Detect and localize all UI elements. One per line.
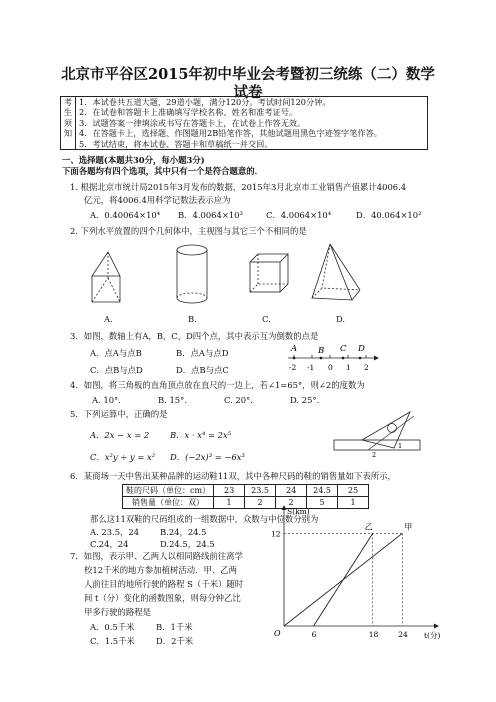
q2-label-d: D. [336,314,346,324]
table-header-cell: 鞋的尺码（单位：cm） [123,485,214,497]
q7-stem-line: 校12千米的地方参加植树活动．甲、乙两 [84,565,238,575]
q7-option-d: D．2千米 [156,636,194,646]
section-heading: 一、选择题(本题共30分，每小题3分) [62,155,205,165]
notes-header-char: 生 [63,107,73,118]
q7-stem-line: 人前往目的地所行驶的路程 S（千米）随时 [84,579,244,589]
table-row [123,485,369,497]
solid-cube-c [250,254,288,292]
table-cell: 25 [338,485,369,497]
q3-number-line [282,340,382,376]
arrow-up-icon [282,505,287,510]
x-axis-label: t(分) [424,631,441,640]
q7-distance-time-graph [266,500,442,646]
notes-item: 3．试题答案一律填涂或书写在答题卡上，在试卷上作答无效。 [79,117,306,128]
y-axis-label: S(km) [287,507,310,516]
q5-option-c: C．x²y ÷ y = x² [90,452,156,462]
table-cell: 2 [276,497,307,509]
q6-option-b: B.24，24.5 [160,527,207,537]
q6-stem-line1: 6．某商场一天中售出某种品牌的运动鞋11双，其中各种尺码的鞋的销售量如下表所示， [70,471,396,481]
q1-stem-line1: 1. 根据北京市统计局2015年3月发布的数据，2015年3月北京市工业销售产值累计4006.4 [70,182,407,192]
q4-option-a: A. 10°. [92,395,121,405]
point-label: C [340,344,347,354]
q1-option-b: B．4.0064×10³ [178,210,243,220]
notes-item: 4．在答题卡上，选择题、作图题用2B铅笔作答，其他试题用黑色字迹签字笔作答。 [79,128,382,139]
tick-label: 0 [328,363,333,372]
q6-stem-line2: 那么这11双鞋的尺码组成的一组数据中，众数与中位数分别为 [90,514,319,524]
q7-option-b: B．1千米 [156,622,193,632]
q4-option-c: C. 20°. [224,395,253,405]
series-label-jia: 甲 [404,522,413,532]
angle-label: 1 [398,442,403,450]
exam-notes-table [60,96,428,150]
q5-option-d: D．(−2x)³ = −6x³ [170,452,245,462]
point-d-dot [359,357,362,360]
notes-header-char: 考 [63,97,73,107]
arrow-right-icon [434,624,439,629]
point-label: D [358,344,365,354]
notes-item: 1．本试卷共五道大题，29道小题，满分120分。考试时间120分钟。 [79,97,331,107]
q6-option-c: C.24，24 [90,539,129,549]
notes-items-cell [76,97,428,150]
series-line-yi [314,533,373,626]
notes-header-char: 知 [63,128,73,139]
q7-option-c: C．1.5千米 [90,636,135,646]
q1-option-a: A．0.40064×10⁴ [90,210,161,220]
tick-label: -2 [289,363,297,372]
q5-option-b: B．x · x⁴ = 2x⁵ [170,430,232,440]
table-cell: 23.5 [245,485,276,497]
q1-option-d: D．40.064×10² [356,210,422,220]
series-label-yi: 乙 [364,522,373,532]
origin-label: O [274,629,281,638]
point-label: B [318,346,325,356]
point-b-dot [320,357,323,360]
y-tick-label: 12 [271,529,281,539]
notes-item: 5．考试结束，将本试卷、答题卡和草稿纸一并交回。 [79,138,273,149]
q4-stem: 4．如图，将三角板的直角顶点放在直尺的一边上，若∠1=65°，则∠2的度数为 [70,380,365,390]
table-cell: 23 [214,485,245,497]
q7-stem-line: 7．如图，表示甲、乙两人以相同路线前往离学 [70,551,243,561]
q3-option-d: D．点B与点C [176,365,229,375]
tick-label: -1 [307,363,315,372]
q7-stem-line: 间 t（分）变化的函数图象，则每分钟乙比 [84,593,241,603]
q3-option-b: B．点A与点D [176,348,229,358]
q1-stem-line2: 亿元，将4006.4用科学记数法表示应为 [84,195,231,205]
tick-label: 2 [364,363,369,372]
q3-stem: 3．如图，数轴上有A，B，C，D四个点，其中表示互为倒数的点是 [70,331,319,341]
notes-item: 2．在试卷和答题卡上准确填写学校名称、姓名和准考证号。 [79,107,298,118]
q2-label-b: B. [188,314,197,324]
ruler-shape [334,440,420,450]
x-tick-label: 24 [398,630,408,639]
x-tick-label: 18 [368,630,379,639]
solid-pyramid-d [312,244,360,300]
table-header-cell: 销售量（单位：双） [123,497,214,509]
point-label: A [291,344,298,354]
section-instruction: 下面各题均有四个选项，其中只有一个是符合题意的． [62,166,263,176]
solid-cylinder-b [177,245,207,303]
table-cell: 24 [276,485,307,497]
table-cell: 5 [307,497,338,509]
point-a-dot [293,357,296,360]
q3-option-c: C．点B与点D [90,365,143,375]
arrow-right-icon [374,356,379,361]
q6-option-a: A. 23.5，24 [90,527,140,537]
tick-label: 1 [346,363,351,372]
q4-option-b: B. 15°. [158,395,187,405]
q7-stem-line: 甲多行驶的路程是 [84,607,151,617]
q2-solids-figure [90,238,380,314]
x-tick-label: 6 [311,630,317,639]
table-cell: 2 [245,497,276,509]
set-square-shape [362,412,410,448]
q1-option-c: C．4.0064×10⁴ [266,210,332,220]
notes-header-char: 须 [63,117,73,128]
angle-label: 2 [372,451,377,459]
q4-triangle-ruler-figure [328,408,426,462]
q6-option-d: D.24.5，24.5 [160,539,215,549]
q2-stem: 2. 下列水平放置的四个几何体中，主视图与其它三个不相同的是 [70,226,307,236]
solid-prism-a [92,252,120,302]
q5-stem: 5．下列运算中，正确的是 [70,409,168,419]
notes-header-cell [61,97,76,150]
table-cell: 1 [338,497,369,509]
q2-label-a: A. [104,314,113,324]
page-title-line1: 北京市平谷区2015年初中毕业会考暨初三统练（二）数学 [61,66,435,83]
table-cell: 1 [214,497,245,509]
q7-option-a: A．0.5千米 [90,622,135,632]
q4-option-d: D. 25°. [290,395,320,405]
q5-option-a: A．2x − x = 2 [90,430,150,440]
page-title-line2: 试卷 [233,84,263,101]
point-c-dot [342,357,345,360]
q3-option-a: A．点A与点B [90,348,142,358]
q2-label-c: C. [262,314,271,324]
table-cell: 24.5 [307,485,338,497]
